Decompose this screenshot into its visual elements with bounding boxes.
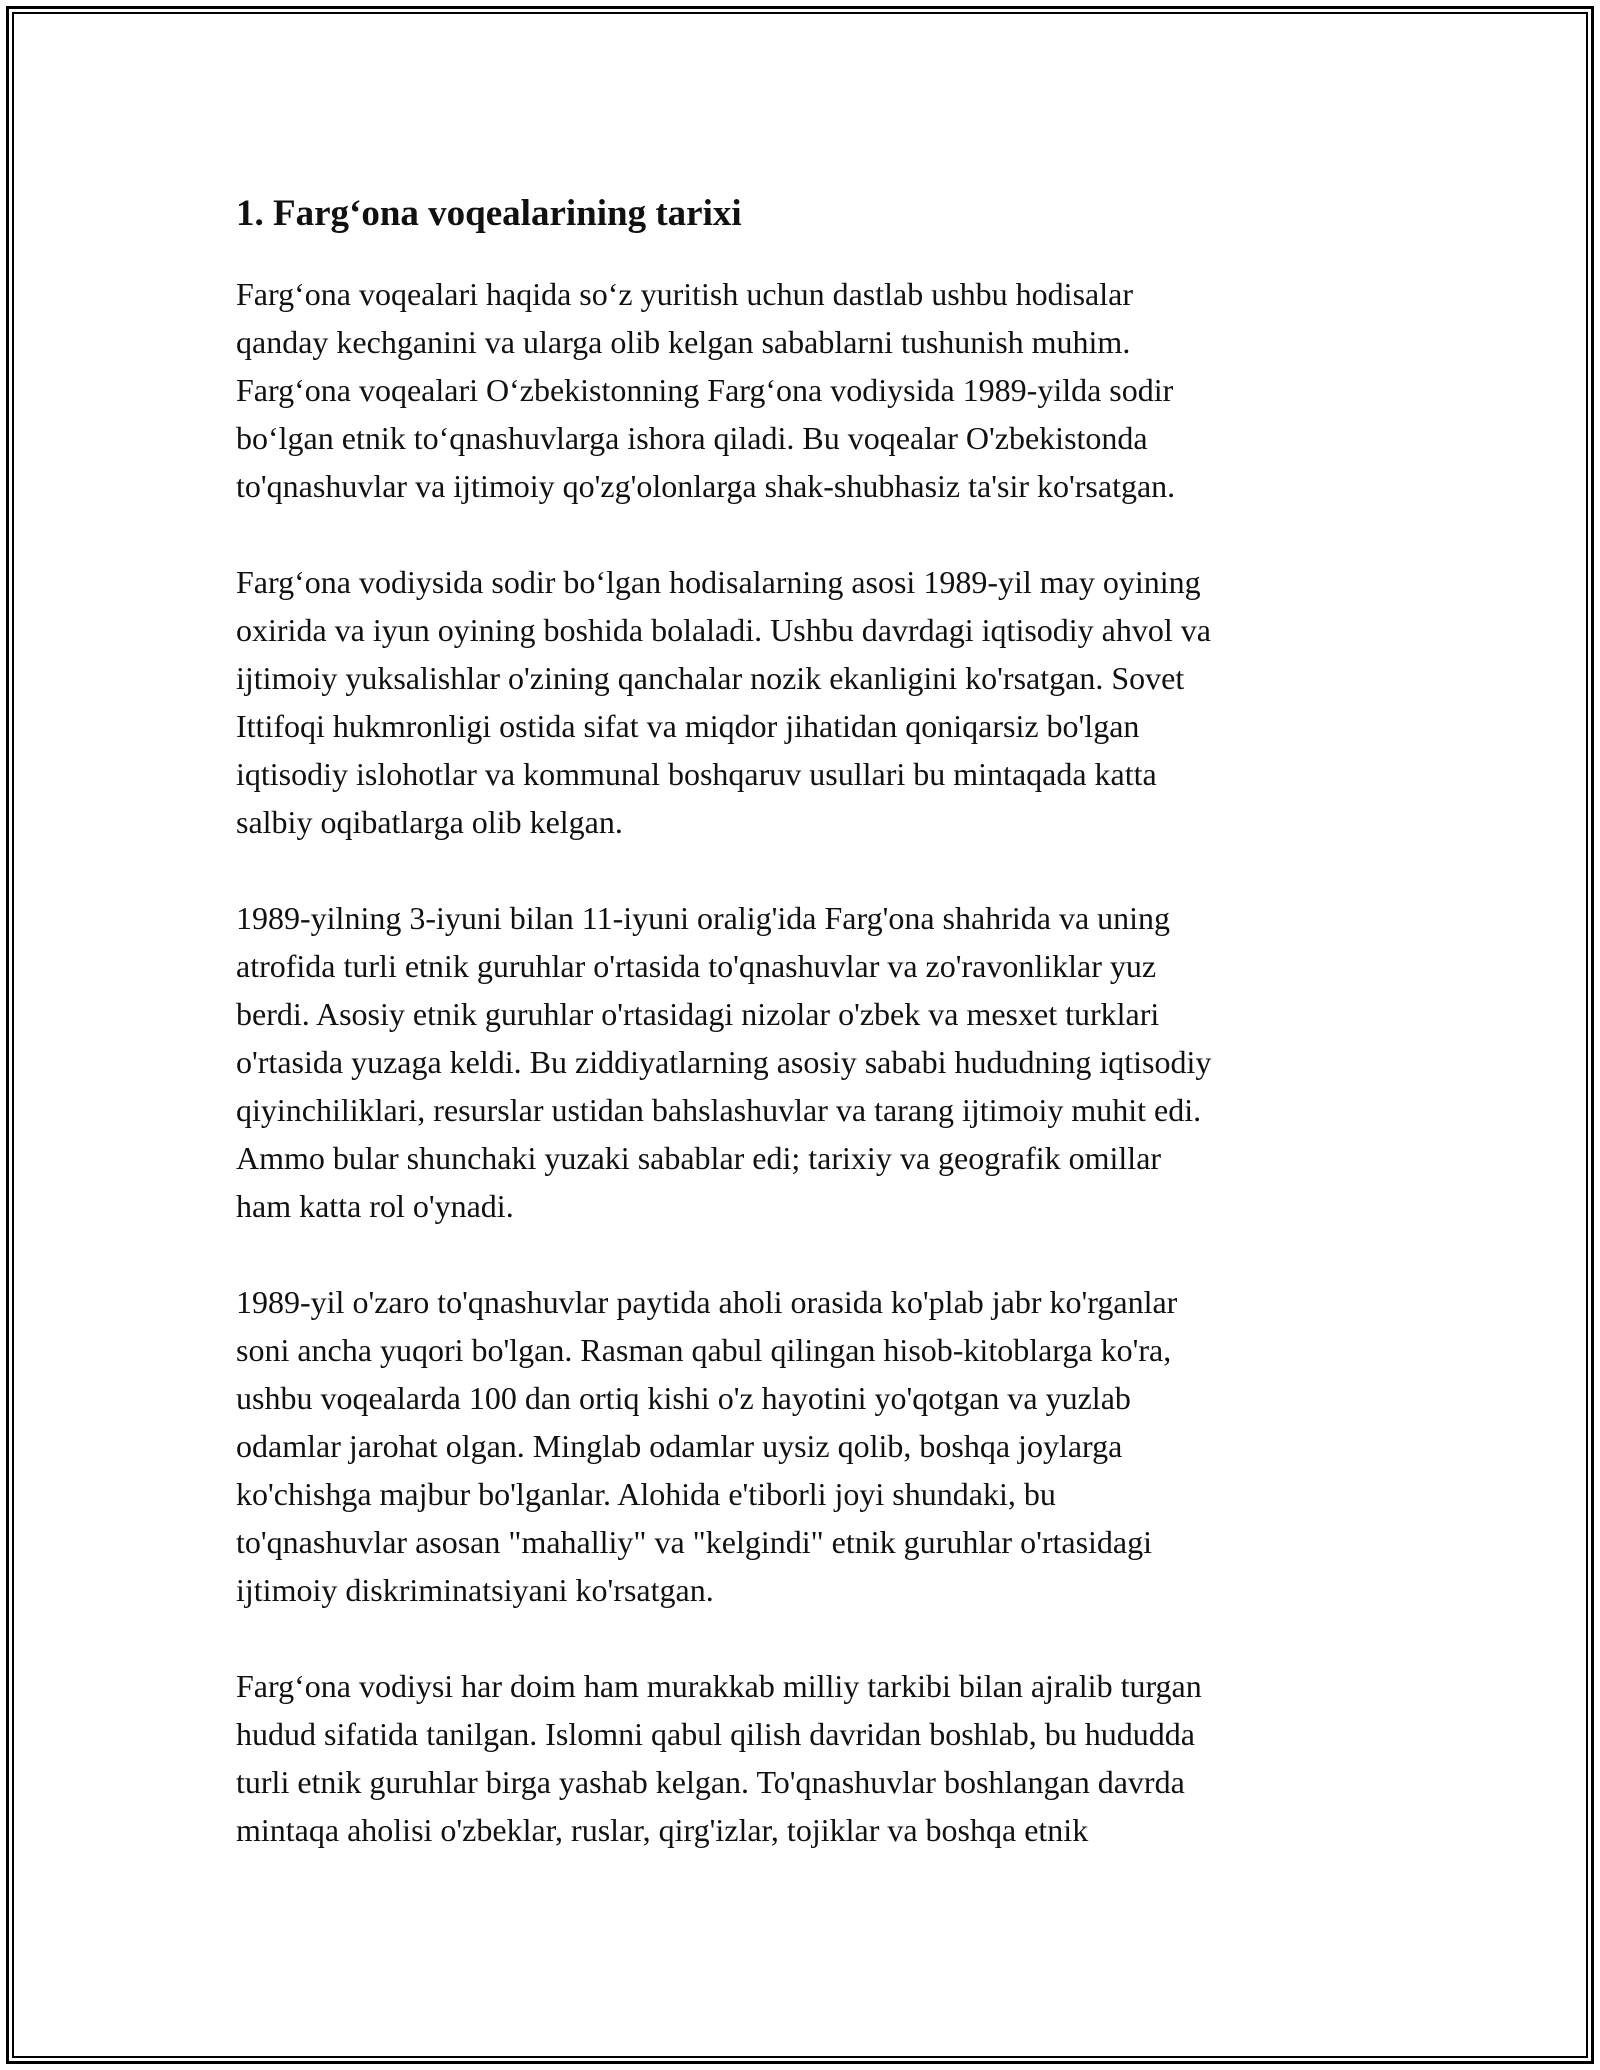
paragraph <box>236 270 1366 510</box>
paragraph-line: turli etnik guruhlar birga yashab kelgan. To'qnashuvlar boshlangan davrda <box>236 1764 1185 1800</box>
paragraph-line: to'qnashuvlar va ijtimoiy qo'zg'olonlarga shak-shubhasiz ta'sir ko'rsatgan. <box>236 468 1176 504</box>
paragraph-line: o'rtasida yuzaga keldi. Bu ziddiyatlarning asosiy sababi hududning iqtisodiy <box>236 1044 1212 1080</box>
paragraph-line: berdi. Asosiy etnik guruhlar o'rtasidagi nizolar o'zbek va mesxet turklari <box>236 996 1160 1032</box>
paragraph-line: qanday kechganini va ularga olib kelgan sabablarni tushunish muhim. <box>236 324 1131 360</box>
paragraph-line: ham katta rol o'ynadi. <box>236 1188 514 1224</box>
paragraph-line: qiyinchiliklari, resurslar ustidan bahslashuvlar va tarang ijtimoiy muhit edi. <box>236 1092 1202 1128</box>
paragraph-line: Ittifoqi hukmronligi ostida sifat va miqdor jihatidan qoniqarsiz bo'lgan <box>236 708 1140 744</box>
paragraph-line: atrofida turli etnik guruhlar o'rtasida to'qnashuvlar va zo'ravonliklar yuz <box>236 948 1157 984</box>
paragraph-line: 1989-yil o'zaro to'qnashuvlar paytida aholi orasida ko'plab jabr ko'rganlar <box>236 1284 1178 1320</box>
paragraph-line: ushbu voqealarda 100 dan ortiq kishi o'z hayotini yo'qotgan va yuzlab <box>236 1380 1131 1416</box>
paragraph-line: ijtimoiy diskriminatsiyani ko'rsatgan. <box>236 1572 714 1608</box>
paragraph-line: iqtisodiy islohotlar va kommunal boshqaruv usullari bu mintaqada katta <box>236 756 1157 792</box>
paragraph-line: Farg‘ona voqealari haqida so‘z yuritish uchun dastlab ushbu hodisalar <box>236 276 1133 312</box>
paragraph-line: Farg‘ona vodiysida sodir bo‘lgan hodisalarning asosi 1989-yil may oyining <box>236 564 1201 600</box>
paragraph <box>236 558 1366 846</box>
paragraph-line: Farg‘ona vodiysi har doim ham murakkab milliy tarkibi bilan ajralib turgan <box>236 1668 1202 1704</box>
paragraph-line: ijtimoiy yuksalishlar o'zining qanchalar nozik ekanligini ko'rsatgan. Sovet <box>236 660 1185 696</box>
paragraph-line: 1989-yilning 3-iyuni bilan 11-iyuni oralig'ida Farg'ona shahrida va uning <box>236 900 1171 936</box>
paragraph <box>236 894 1366 1230</box>
paragraph-line: Farg‘ona voqealari O‘zbekistonning Farg‘ona vodiysida 1989-yilda sodir <box>236 372 1174 408</box>
paragraph-line: odamlar jarohat olgan. Minglab odamlar uysiz qolib, boshqa joylarga <box>236 1428 1123 1464</box>
paragraph <box>236 1278 1366 1614</box>
paragraph-line: bo‘lgan etnik to‘qnashuvlarga ishora qiladi. Bu voqealar O'zbekistonda <box>236 420 1148 456</box>
paragraph-line: soni ancha yuqori bo'lgan. Rasman qabul qilingan hisob-kitoblarga ko'ra, <box>236 1332 1172 1368</box>
paragraph-line: mintaqa aholisi o'zbeklar, ruslar, qirg'izlar, tojiklar va boshqa etnik <box>236 1812 1089 1848</box>
document-body <box>236 188 1366 1902</box>
paragraph-line: Ammo bular shunchaki yuzaki sabablar edi; tarixiy va geografik omillar <box>236 1140 1162 1176</box>
paragraph-line: oxirida va iyun oyining boshida bolaladi. Ushbu davrdagi iqtisodiy ahvol va <box>236 612 1211 648</box>
paragraph <box>236 1662 1366 1854</box>
section-heading: 1. Farg‘ona voqealarining tarixi <box>236 193 742 234</box>
paragraph-line: salbiy oqibatlarga olib kelgan. <box>236 804 623 840</box>
paragraph-line: ko'chishga majbur bo'lganlar. Alohida e'tiborli joyi shundaki, bu <box>236 1476 1056 1512</box>
paragraph-line: hudud sifatida tanilgan. Islomni qabul qilish davridan boshlab, bu hududda <box>236 1716 1195 1752</box>
paragraph-line: to'qnashuvlar asosan "mahalliy" va "kelgindi" etnik guruhlar o'rtasidagi <box>236 1524 1153 1560</box>
paragraph-list <box>236 270 1366 1854</box>
